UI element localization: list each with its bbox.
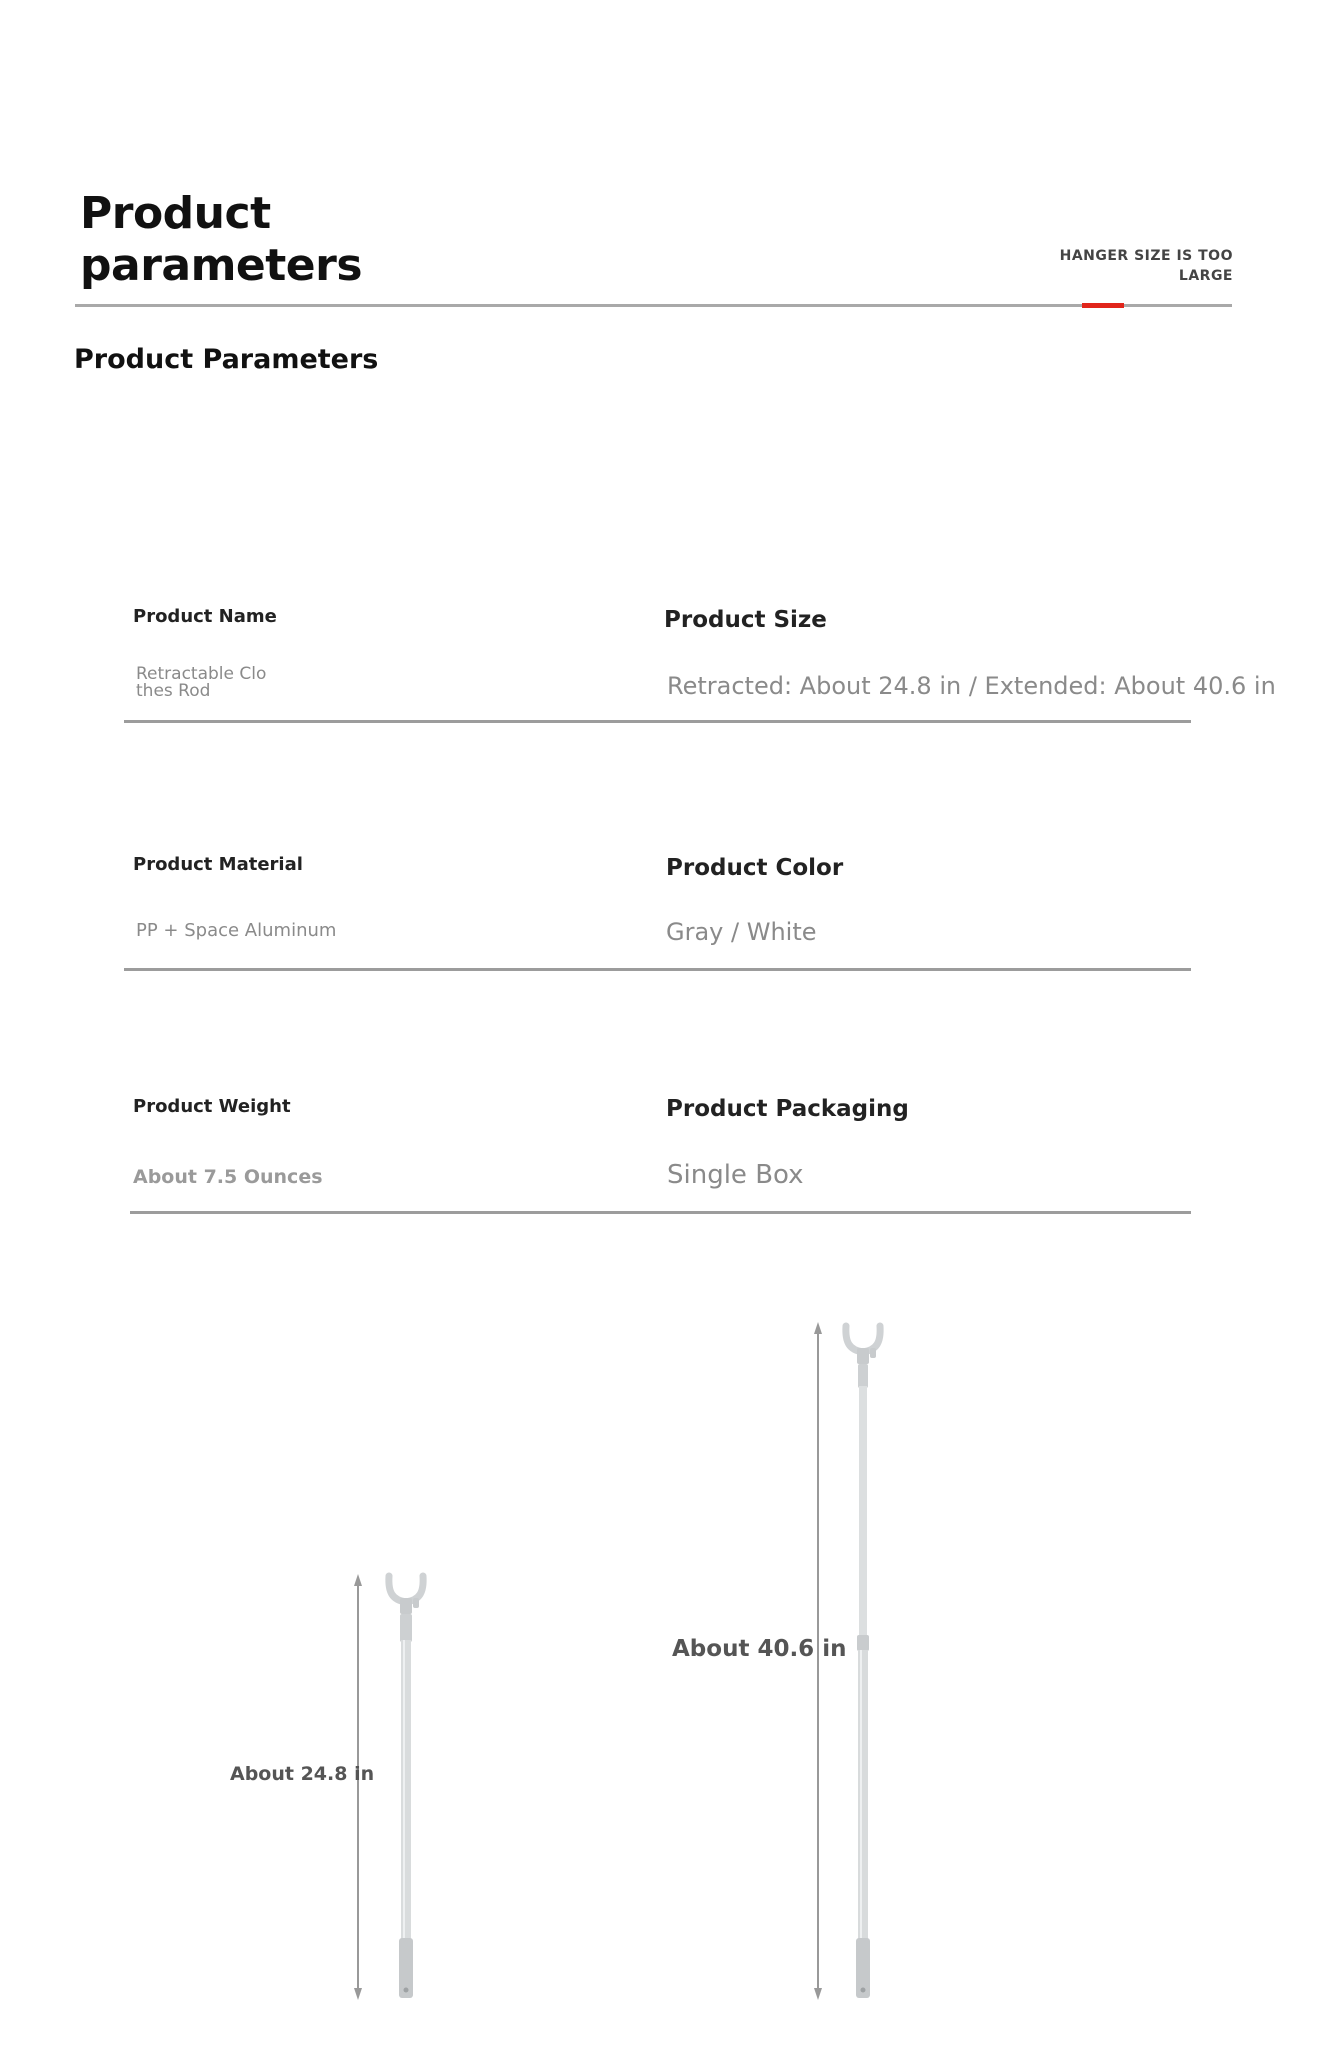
retracted-rod-pole: [399, 1614, 413, 1998]
hanger-size-tag-line-1: HANGER SIZE IS TOO: [1059, 248, 1233, 264]
hanger-size-tag: [1013, 246, 1233, 286]
product-name-value-line-2: thes Rod: [136, 681, 211, 701]
extended-rod-hook: [846, 1326, 880, 1364]
product-name-value: [136, 666, 266, 700]
product-name-value-line-1: Retractable Clo: [136, 664, 267, 684]
row-divider: [124, 968, 1191, 971]
product-material-value: PP + Space Aluminum: [136, 920, 337, 941]
row-divider: [130, 1211, 1191, 1214]
product-color-value: Gray / White: [666, 918, 817, 946]
row-divider: [124, 720, 1191, 723]
product-size-label: Product Size: [664, 607, 827, 633]
page-title-line-2: parameters: [80, 240, 363, 291]
retracted-rod-hook: [389, 1576, 423, 1614]
product-name-label: Product Name: [133, 606, 277, 627]
page-title-line-1: Product: [80, 188, 271, 239]
extended-rod-pole: [856, 1364, 870, 1998]
extended-length-label: About 40.6 in: [672, 1636, 847, 1662]
product-packaging-label: Product Packaging: [666, 1096, 909, 1122]
product-size-value: Retracted: About 24.8 in / Extended: About 40.6 in: [667, 672, 1276, 700]
retracted-dimension-arrow: [354, 1574, 362, 2000]
section-title: Product Parameters: [74, 344, 379, 375]
hanger-size-tag-line-2: LARGE: [1178, 268, 1233, 284]
product-material-label: Product Material: [133, 854, 303, 875]
retracted-length-label: About 24.8 in: [230, 1763, 375, 1785]
page-title: [80, 188, 362, 292]
product-weight-value: About 7.5 Ounces: [133, 1166, 323, 1188]
product-packaging-value: Single Box: [667, 1160, 804, 1190]
header-accent-mark: [1082, 303, 1124, 308]
product-weight-label: Product Weight: [133, 1096, 291, 1117]
product-color-label: Product Color: [666, 855, 844, 881]
header-divider: [75, 304, 1232, 307]
